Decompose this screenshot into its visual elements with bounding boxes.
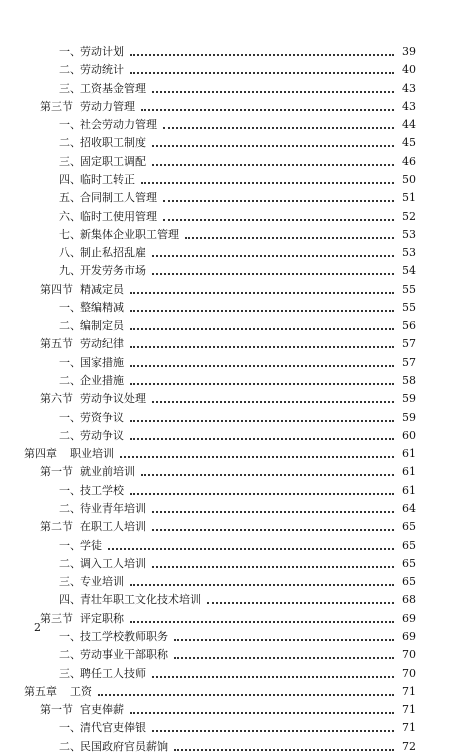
toc-entry-page: 46 [402,154,416,168]
toc-dot-leader [130,310,394,312]
toc-entry[interactable] [0,590,450,609]
toc-dot-leader [130,438,394,440]
toc-entry-title: 合同制工人管理 [80,191,157,205]
toc-entry-label: 六、 [59,209,81,223]
toc-entry-title: 青壮年职工文化技术培训 [80,593,201,607]
toc-entry-title: 待业青年培训 [80,502,146,515]
toc-entry-page: 53 [402,246,416,260]
toc-entry-page: 59 [402,410,416,424]
toc-dot-leader [152,255,394,257]
toc-entry[interactable] [0,462,450,481]
toc-entry-page: 44 [402,118,416,132]
toc-dot-leader [152,529,394,531]
toc-entry-page: 40 [402,63,416,77]
toc-entry-title: 工资基金管理 [80,81,146,95]
toc-entry[interactable] [0,133,450,152]
toc-entry-label: 三、 [59,154,81,168]
toc-dot-leader [130,72,394,74]
toc-entry[interactable] [0,645,450,664]
toc-entry-page: 39 [402,45,416,58]
toc-dot-leader [174,657,394,659]
page-number: 2 [34,621,41,634]
toc-entry-page: 69 [402,611,416,625]
toc-entry-title: 技工学校 [80,483,124,497]
toc-entry[interactable] [0,682,450,701]
toc-dot-leader [130,328,394,330]
toc-entry-title: 职业培训 [70,447,114,461]
toc-entry-title: 劳资争议 [80,410,124,424]
toc-entry-page: 65 [402,538,416,552]
toc-dot-leader [152,511,394,513]
toc-entry[interactable] [0,517,450,536]
toc-entry-title: 开发劳务市场 [80,264,146,278]
toc-dot-leader [130,365,394,367]
toc-entry-title: 劳动统计 [80,63,124,77]
toc-dot-leader [141,109,394,111]
toc-entry-title: 劳动事业干部职称 [80,648,168,662]
toc-entry-title: 精减定员 [80,282,124,296]
toc-entry-label: 二、 [59,556,81,570]
toc-entry-label: 二、 [59,374,81,388]
toc-entry-page: 45 [402,136,416,150]
toc-dot-leader [141,182,394,184]
toc-entry[interactable] [0,499,450,518]
toc-entry-title: 编制定员 [80,319,124,333]
toc-entry-label: 七、 [59,227,81,241]
toc-entry[interactable] [0,737,450,756]
toc-entry[interactable] [0,554,450,573]
toc-entry[interactable] [0,152,450,171]
toc-dot-leader [207,602,394,604]
toc-entry-title: 聘任工人技师 [80,666,146,680]
toc-entry-title: 整编精减 [80,300,124,314]
toc-entry[interactable] [0,371,450,390]
toc-entry-title: 国家措施 [80,355,124,369]
toc-dot-leader [108,548,394,550]
toc-entry-title: 固定职工调配 [80,154,146,168]
toc-dot-leader [130,292,394,294]
toc-entry[interactable] [0,334,450,353]
toc-entry-page: 51 [402,191,416,205]
toc-entry-page: 55 [402,282,416,296]
toc-entry-page: 58 [402,374,416,388]
toc-entry-title: 技工学校教师职务 [80,629,168,643]
toc-entry-label: 二、 [59,136,81,150]
toc-entry-title: 学徒 [80,538,102,552]
toc-entry-page: 61 [402,465,416,479]
toc-dot-leader [130,346,394,348]
toc-entry-title: 劳动力管理 [80,99,135,113]
toc-entry-page: 70 [402,648,416,662]
toc-entry-page: 57 [402,337,416,351]
toc-entry-page: 64 [402,502,416,515]
toc-entry-label: 第二节 [40,520,73,534]
toc-entry-label: 二、 [59,319,81,333]
toc-entry-title: 专业培训 [80,575,124,589]
toc-dot-leader [152,273,394,275]
toc-entry-page: 56 [402,319,416,333]
toc-entry-label: 二、 [59,739,81,753]
toc-entry-title: 官吏俸薪 [80,703,124,717]
toc-dot-leader [152,730,394,732]
toc-entry-label: 第一节 [40,465,73,479]
toc-entry-title: 临时工使用管理 [80,209,157,223]
toc-entry-page: 72 [402,739,416,753]
toc-entry-page: 61 [402,447,416,461]
toc-entry[interactable] [0,609,450,628]
toc-entry-title: 清代官吏俸银 [80,721,146,735]
toc-entry[interactable] [0,298,450,317]
toc-entry-label: 一、 [59,410,81,424]
toc-dot-leader [152,566,394,568]
toc-entry-label: 第三节 [40,611,73,625]
toc-entry-title: 劳动争议处理 [80,392,146,406]
toc-dot-leader [130,420,394,422]
toc-entry[interactable] [0,207,450,226]
toc-entry-title: 临时工转正 [80,172,135,186]
toc-entry[interactable] [0,353,450,372]
toc-entry[interactable] [0,572,450,591]
toc-entry-label: 九、 [59,264,81,278]
toc-entry-title: 劳动计划 [80,45,124,58]
toc-entry-label: 第三节 [40,99,73,113]
toc-dot-leader [130,54,394,56]
toc-entry-title: 制止私招乱雇 [80,246,146,260]
toc-dot-leader [174,749,394,751]
toc-dot-leader [163,127,394,129]
toc-dot-leader [130,493,394,495]
toc-entry-page: 69 [402,629,416,643]
toc-entry-page: 43 [402,99,416,113]
toc-entry[interactable] [0,280,450,299]
toc-entry[interactable] [0,316,450,335]
toc-entry-page: 60 [402,428,416,442]
toc-entry-page: 53 [402,227,416,241]
toc-entry-page: 65 [402,575,416,589]
toc-entry-label: 三、 [59,666,81,680]
toc-entry-page: 55 [402,300,416,314]
toc-entry-page: 68 [402,593,416,607]
toc-entry-label: 二、 [59,428,81,442]
toc-entry-title: 就业前培训 [80,465,135,479]
toc-entry[interactable] [0,627,450,646]
toc-entry-page: 57 [402,355,416,369]
toc-entry-page: 71 [402,684,416,698]
toc-entry-label: 二、 [59,648,81,662]
toc-entry-title: 社会劳动力管理 [80,118,157,132]
toc-entry-page: 43 [402,81,416,95]
toc-entry-page: 52 [402,209,416,223]
toc-entry[interactable] [0,188,450,207]
toc-entry-page: 71 [402,721,416,735]
toc-entry[interactable] [0,170,450,189]
toc-entry-page: 65 [402,520,416,534]
toc-entry-page: 54 [402,264,416,278]
toc-entry-label: 五、 [59,191,81,205]
toc-entry-title: 企业措施 [80,374,124,388]
toc-entry-label: 八、 [59,246,81,260]
toc-dot-leader [152,401,394,403]
toc-entry-title: 评定职称 [80,611,124,625]
toc-entry[interactable] [0,60,450,79]
toc-entry-label: 一、 [59,483,81,497]
toc-entry-page: 59 [402,392,416,406]
toc-dot-leader [98,694,394,696]
toc-entry-title: 招收职工制度 [80,136,146,150]
toc-dot-leader [152,91,394,93]
toc-entry[interactable] [0,42,450,61]
toc-entry-page: 70 [402,666,416,680]
toc-entry-page: 71 [402,703,416,717]
toc-entry-label: 四、 [59,172,81,186]
toc-entry[interactable] [0,97,450,116]
toc-entry-page: 65 [402,556,416,570]
toc-entry[interactable] [0,664,450,683]
toc-entry[interactable] [0,225,450,244]
toc-entry-title: 工资 [70,684,92,698]
toc-entry[interactable] [0,79,450,98]
toc-entry[interactable] [0,389,450,408]
toc-entry-title: 调入工人培训 [80,556,146,570]
toc-entry[interactable] [0,718,450,737]
toc-entry-label: 第四章 [24,447,57,461]
toc-entry[interactable] [0,536,450,555]
toc-entry-label: 一、 [59,538,81,552]
toc-entry[interactable] [0,115,450,134]
toc-entry[interactable] [0,700,450,719]
toc-entry-label: 一、 [59,721,81,735]
toc-entry-label: 二、 [59,502,81,515]
toc-entry-title: 新集体企业职工管理 [80,227,179,241]
toc-dot-leader [130,584,394,586]
toc-entry-title: 劳动纪律 [80,337,124,351]
toc-entry-page: 50 [402,172,416,186]
toc-dot-leader [120,456,394,458]
toc-dot-leader [130,621,394,623]
toc-entry-label: 第六节 [40,392,73,406]
toc-entry-label: 第五章 [24,684,57,698]
toc-entry-title: 民国政府官员薪饷 [80,739,168,753]
toc-dot-leader [141,474,394,476]
toc-entry-label: 四、 [59,593,81,607]
toc-entry[interactable] [0,426,450,445]
toc-dot-leader [130,383,394,385]
toc-entry[interactable] [0,481,450,500]
toc-entry-label: 第一节 [40,703,73,717]
toc-entry-label: 第四节 [40,282,73,296]
toc-entry-label: 三、 [59,81,81,95]
toc-dot-leader [152,164,394,166]
toc-dot-leader [185,237,394,239]
toc-entry-page: 61 [402,483,416,497]
toc-dot-leader [130,712,394,714]
toc-entry-label: 三、 [59,575,81,589]
toc-dot-leader [163,200,394,202]
toc-dot-leader [152,145,394,147]
toc-entry-label: 第五节 [40,337,73,351]
toc-entry[interactable] [0,261,450,280]
toc-entry-label: 一、 [59,118,81,132]
toc-entry-label: 一、 [59,629,81,643]
toc-entry-title: 在职工人培训 [80,520,146,534]
toc-entry[interactable] [0,243,450,262]
toc-entry-title: 劳动争议 [80,428,124,442]
toc-entry-label: 一、 [59,300,81,314]
toc-entry[interactable] [0,444,450,463]
toc-entry-label: 二、 [59,63,81,77]
toc-dot-leader [174,639,394,641]
toc-dot-leader [163,219,394,221]
toc-entry-label: 一、 [59,45,81,58]
toc-entry[interactable] [0,408,450,427]
toc-entry-label: 一、 [59,355,81,369]
toc-dot-leader [152,676,394,678]
